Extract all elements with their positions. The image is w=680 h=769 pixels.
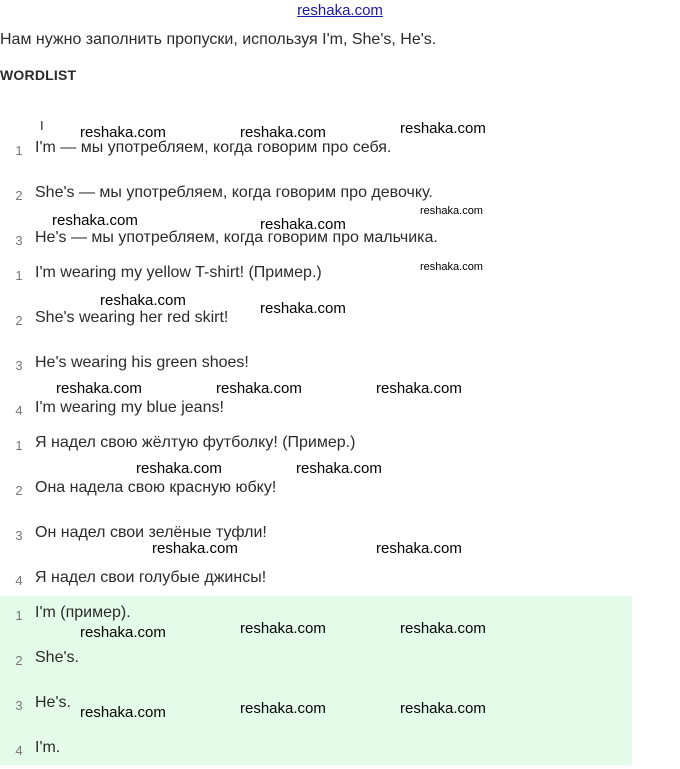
watermark: reshaka.com — [52, 212, 138, 229]
watermark: reshaka.com — [240, 620, 326, 637]
russian-sentence: Я надел свою жёлтую футболку! (Пример.) — [35, 434, 356, 451]
english-sentence: She's wearing her red skirt! — [35, 309, 229, 326]
answer-text: She's. — [35, 649, 79, 666]
english-sentence: I'm wearing my yellow T-shirt! (Пример.) — [35, 264, 322, 281]
rule-text: He's — мы употребляем, когда говорим про мальчика. — [35, 229, 438, 246]
watermark: reshaka.com — [152, 540, 238, 557]
watermark: reshaka.com — [420, 205, 483, 217]
russian-sentence: Я надел свои голубые джинсы! — [35, 569, 267, 586]
watermark: reshaka.com — [80, 124, 166, 141]
row-number: 2 — [15, 653, 23, 668]
watermark: reshaka.com — [296, 460, 382, 477]
intro-text: Нам нужно заполнить пропуски, используя I'm, She's, He's. — [0, 31, 437, 48]
row-number: 1 — [15, 143, 23, 158]
rule-text: She's — мы употребляем, когда говорим про девочку. — [35, 184, 433, 201]
row-number: 3 — [15, 698, 23, 713]
row-number: 4 — [15, 403, 23, 418]
stray-mark: I — [40, 118, 44, 133]
wordlist-title: WORDLIST — [0, 67, 77, 83]
row-number: 4 — [15, 743, 23, 758]
row-number: 1 — [15, 268, 23, 283]
watermark: reshaka.com — [400, 700, 486, 717]
watermark: reshaka.com — [400, 120, 486, 137]
row-number: 4 — [15, 573, 23, 588]
watermark: reshaka.com — [240, 124, 326, 141]
watermark: reshaka.com — [56, 380, 142, 397]
site-header-link[interactable]: reshaka.com — [297, 2, 383, 19]
answer-text: He's. — [35, 694, 71, 711]
watermark: reshaka.com — [376, 540, 462, 557]
watermark: reshaka.com — [376, 380, 462, 397]
russian-sentence: Он надел свои зелёные туфли! — [35, 524, 267, 541]
row-number: 3 — [15, 528, 23, 543]
rule-text: I'm — мы употребляем, когда говорим про себя. — [35, 139, 392, 156]
watermark: reshaka.com — [80, 704, 166, 721]
watermark: reshaka.com — [420, 261, 483, 273]
row-number: 3 — [15, 233, 23, 248]
english-sentence: I'm wearing my blue jeans! — [35, 399, 224, 416]
watermark: reshaka.com — [400, 620, 486, 637]
row-number: 2 — [15, 483, 23, 498]
row-number: 3 — [15, 358, 23, 373]
watermark: reshaka.com — [100, 292, 186, 309]
row-number: 2 — [15, 313, 23, 328]
watermark: reshaka.com — [136, 460, 222, 477]
watermark: reshaka.com — [80, 624, 166, 641]
row-number: 2 — [15, 188, 23, 203]
answer-text: I'm (пример). — [35, 604, 131, 621]
answer-text: I'm. — [35, 739, 61, 756]
watermark: reshaka.com — [240, 700, 326, 717]
watermark: reshaka.com — [260, 216, 346, 233]
row-number: 1 — [15, 608, 23, 623]
english-sentence: He's wearing his green shoes! — [35, 354, 249, 371]
russian-sentence: Она надела свою красную юбку! — [35, 479, 277, 496]
watermark: reshaka.com — [260, 300, 346, 317]
watermark: reshaka.com — [216, 380, 302, 397]
row-number: 1 — [15, 438, 23, 453]
